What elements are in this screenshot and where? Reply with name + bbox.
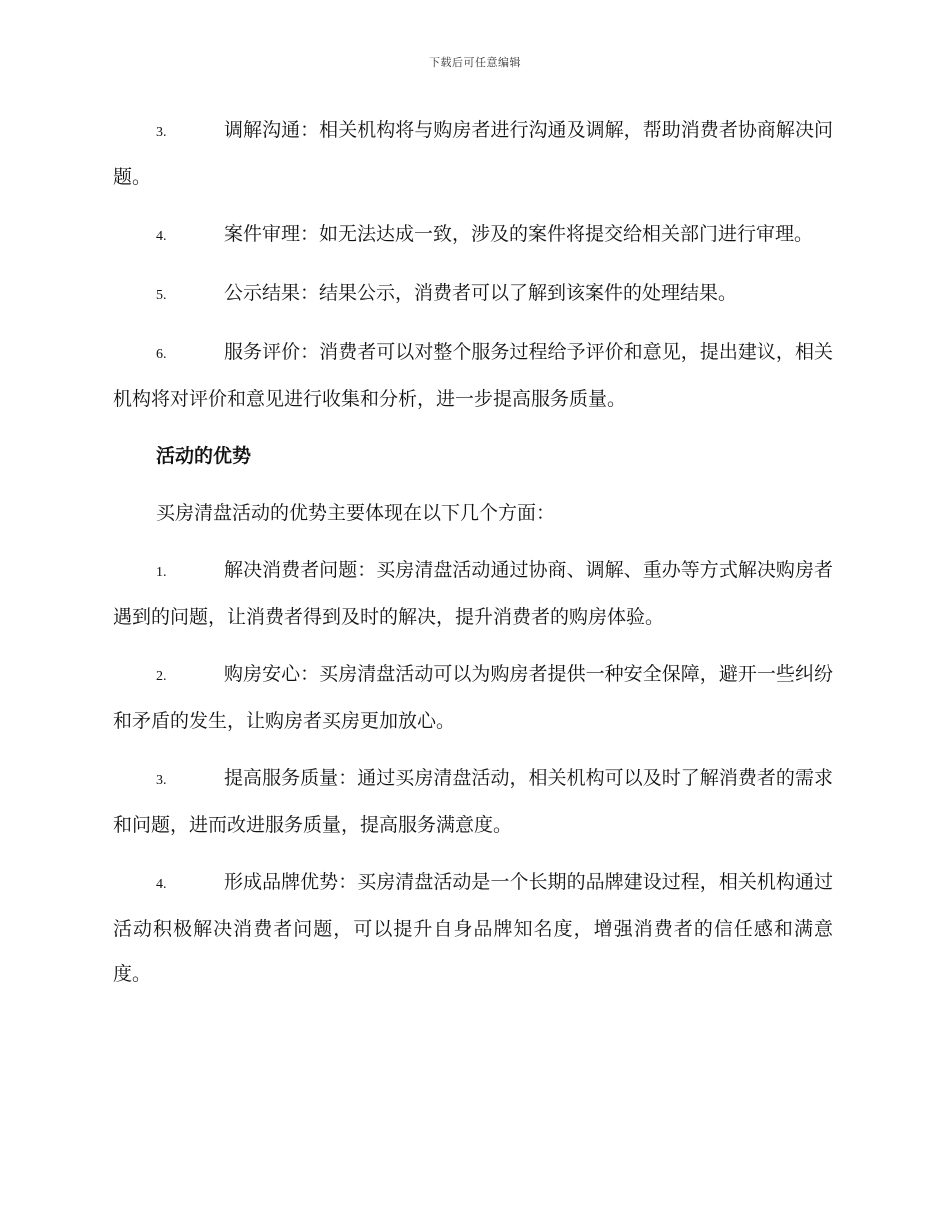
item-number: 3.: [156, 773, 167, 788]
list-item: [113, 548, 833, 640]
item-text: 服务评价：消费者可以对整个服务过程给予评价和意见，提出建议，相关机构将对评价和意见进行收集和分析，进一步提高服务质量。: [113, 341, 833, 410]
list-item: [113, 271, 833, 318]
list-item: [113, 330, 833, 422]
list-item: [113, 652, 833, 744]
item-text: 提高服务质量：通过买房清盘活动，相关机构可以及时了解消费者的需求和问题，进而改进服务质量，提高服务满意度。: [113, 767, 833, 836]
item-number: 2.: [156, 669, 167, 684]
item-number: 1.: [156, 565, 167, 580]
document-body: [113, 108, 833, 1009]
list-item: [113, 212, 833, 259]
section-intro: 买房清盘活动的优势主要体现在以下几个方面：: [156, 502, 556, 524]
header-note: 下载后可任意编辑: [429, 56, 521, 69]
item-number: 4.: [156, 229, 167, 244]
list-item: [113, 108, 833, 200]
list-item: [113, 756, 833, 848]
item-text: 形成品牌优势：买房清盘活动是一个长期的品牌建设过程，相关机构通过活动积极解决消费者问题，可以提升自身品牌知名度，增强消费者的信任感和满意度。: [113, 871, 833, 985]
item-number: 4.: [156, 877, 167, 892]
item-text: 调解沟通：相关机构将与购房者进行沟通及调解，帮助消费者协商解决问题。: [113, 119, 833, 188]
list-item: [113, 860, 833, 997]
item-text: 购房安心：买房清盘活动可以为购房者提供一种安全保障，避开一些纠纷和矛盾的发生，让购房者买房更加放心。: [113, 663, 833, 732]
item-text: 公示结果：结果公示，消费者可以了解到该案件的处理结果。: [224, 282, 738, 304]
item-number: 5.: [156, 288, 167, 303]
item-number: 6.: [156, 347, 167, 362]
item-text: 案件审理：如无法达成一致，涉及的案件将提交给相关部门进行审理。: [224, 223, 814, 245]
item-text: 解决消费者问题：买房清盘活动通过协商、调解、重办等方式解决购房者遇到的问题，让消费者得到及时的解决，提升消费者的购房体验。: [113, 559, 833, 628]
section-heading: 活动的优势: [156, 445, 252, 467]
item-number: 3.: [156, 125, 167, 140]
